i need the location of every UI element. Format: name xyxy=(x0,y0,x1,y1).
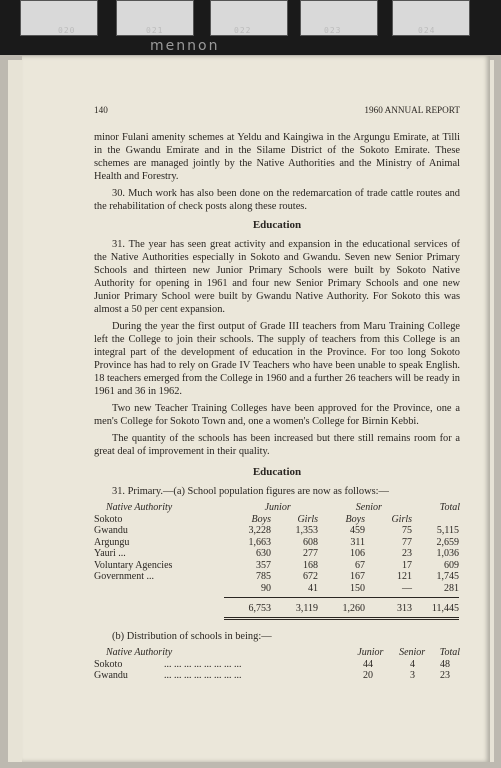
junior-girls-cell: 41 xyxy=(308,582,318,594)
junior-cell: 20 xyxy=(363,670,373,681)
table-row-name: Voluntary Agencies xyxy=(94,559,173,571)
senior-boys-cell: 167 xyxy=(350,571,365,582)
senior-cell: 3 xyxy=(410,670,415,681)
paragraph: 31. The year has seen great activity and expansion in the educational services of the Native Authorities especially in Sokoto and Gwandu. Seven new Senior Primary Schools and thirteen new Junior Primary Schools were built by Sokoto Native Authority for opening in 1961 and four new Senior Primary Schools and one new Junior Primary School were built by Gwandu Native Authority. For Sokoto this was almost a 50 per cent expansion. xyxy=(94,239,460,315)
distribution-intro: (b) Distribution of schools in being:— xyxy=(112,631,272,642)
girls-label: Girls xyxy=(391,513,412,525)
authority-label: Native Authority xyxy=(106,647,173,658)
senior-girls-cell: — xyxy=(402,582,412,594)
total-junior-boys: 6,753 xyxy=(248,603,271,614)
table-row xyxy=(94,525,460,537)
junior-boys-cell: 630 xyxy=(256,548,271,559)
table-body xyxy=(94,525,460,594)
table-row xyxy=(94,548,460,560)
paragraph: The quantity of the schools has been increased but there still remains room for a great deal of improvement in their quality. xyxy=(94,433,460,457)
senior-girls-cell: 17 xyxy=(402,559,412,571)
paragraph: During the year the first output of Grade III teachers from Maru Training College left the College to join their schools. The supply of teachers from this College is an integral part of the development of education in the Province. For too long Sokoto Province has had to rely on Grade IV Teachers who have been unable to speak English. 18 teachers emerged from the College in 1960 and a further 26 teachers will be ready in 1961 and 36 in 1962. xyxy=(94,321,460,397)
distribution-row xyxy=(94,670,460,682)
senior-boys-cell: 150 xyxy=(350,582,365,594)
senior-group-label: Senior xyxy=(355,502,382,513)
senior-cell: 4 xyxy=(410,658,415,670)
frame-number: 024 xyxy=(418,26,436,35)
running-title: 1960 ANNUAL REPORT xyxy=(364,105,460,115)
grand-total: 11,445 xyxy=(431,603,459,614)
total-label: Total xyxy=(439,502,460,513)
senior-girls-cell: 121 xyxy=(397,571,412,582)
paragraph: 30. Much work has also been done on the redemarcation of trade cattle routes and the rehabilitation of check posts along these routes. xyxy=(94,188,460,212)
totals-row xyxy=(94,602,460,615)
senior-girls-cell: 75 xyxy=(402,525,412,536)
film-strip xyxy=(0,0,501,62)
paragraph: minor Fulani amenity schemes at Yeldu and Kaingiwa in the Argungu Emirate, at Tilli in the Gwandu Emirate and in the Silame District of the Sokoto Emirate. These schemes are managed jointly by the Native Authorities and the Ministry of Animal Health and Forestry. xyxy=(94,132,460,182)
table-subheader-row xyxy=(94,514,460,526)
girls-label: Girls xyxy=(297,513,318,525)
table-row-name: Sokoto xyxy=(94,513,123,525)
total-cell: 1,036 xyxy=(436,548,459,559)
table-row-name xyxy=(94,583,224,595)
page-number: 140 xyxy=(94,105,108,115)
paragraph: Two new Teacher Training Colleges have been approved for the Province, one a men's College for Sokoto Town and, one a women's College for Birnin Kebbi. xyxy=(94,403,460,427)
senior-boys-cell: 459 xyxy=(350,525,365,536)
senior-boys-cell: 67 xyxy=(355,559,365,571)
junior-boys-cell: 357 xyxy=(256,559,271,571)
distribution-row xyxy=(94,659,460,671)
population-table xyxy=(94,502,460,620)
total-junior-girls: 3,119 xyxy=(295,603,318,614)
section-heading: Education xyxy=(252,466,302,478)
total-cell: 609 xyxy=(444,559,459,571)
junior-boys-cell: 90 xyxy=(261,582,271,594)
total-senior-boys: 1,260 xyxy=(342,603,365,614)
leader-dots: ... ... ... ... ... ... ... ... xyxy=(164,670,242,681)
junior-girls-cell: 168 xyxy=(303,559,318,571)
frame-number: 023 xyxy=(324,26,342,35)
table-header-row xyxy=(94,502,460,514)
total-cell: 1,745 xyxy=(436,571,459,582)
table-row-name: Argungu xyxy=(94,536,130,548)
brand-logo: mennon xyxy=(150,38,220,54)
boys-label: Boys xyxy=(345,513,365,525)
boys-label: Boys xyxy=(251,513,271,525)
total-cell: 281 xyxy=(444,582,459,594)
table-row xyxy=(94,537,460,549)
page-content xyxy=(94,104,460,682)
frame-number: 020 xyxy=(58,26,76,35)
frame-number: 021 xyxy=(146,26,164,35)
frame-number: 022 xyxy=(234,26,252,35)
junior-girls-cell: 277 xyxy=(303,548,318,559)
junior-label: Junior xyxy=(357,647,384,658)
primary-intro: 31. Primary.—(a) School population figures are now as follows:— xyxy=(112,486,389,497)
junior-group-label: Junior xyxy=(264,502,291,513)
table-double-rule xyxy=(94,617,460,620)
junior-girls-cell: 608 xyxy=(303,536,318,548)
total-label: Total xyxy=(439,647,460,658)
table-row-name: Gwandu xyxy=(94,525,128,536)
table-row xyxy=(94,560,460,572)
total-cell: 2,659 xyxy=(436,536,459,548)
table-rule xyxy=(94,597,460,598)
table-row-name: Yauri ... xyxy=(94,548,126,559)
table-row xyxy=(94,571,460,583)
total-cell: 23 xyxy=(440,670,450,681)
distribution-row-name: Gwandu xyxy=(94,670,128,681)
senior-label: Senior xyxy=(399,647,426,658)
senior-girls-cell: 77 xyxy=(402,536,412,548)
table-row xyxy=(94,583,460,595)
section-heading: Education xyxy=(252,219,302,231)
junior-cell: 44 xyxy=(363,658,373,670)
senior-boys-cell: 106 xyxy=(350,548,365,559)
junior-boys-cell: 1,663 xyxy=(248,536,271,548)
leader-dots: ... ... ... ... ... ... ... ... xyxy=(164,658,242,670)
senior-boys-cell: 311 xyxy=(350,536,365,548)
distribution-table xyxy=(94,647,460,682)
table-row-name: Government ... xyxy=(94,571,154,582)
page-header xyxy=(94,104,460,117)
junior-boys-cell: 785 xyxy=(256,571,271,582)
distribution-row-name: Sokoto xyxy=(94,658,123,670)
total-cell: 48 xyxy=(440,658,450,670)
junior-girls-cell: 1,353 xyxy=(295,525,318,536)
distribution-body xyxy=(94,659,460,682)
authority-label: Native Authority xyxy=(106,502,173,513)
senior-girls-cell: 23 xyxy=(402,548,412,559)
total-cell: 5,115 xyxy=(436,525,459,536)
distribution-header xyxy=(94,647,460,659)
junior-boys-cell: 3,228 xyxy=(248,525,271,536)
total-senior-girls: 313 xyxy=(397,603,412,614)
junior-girls-cell: 672 xyxy=(303,571,318,582)
